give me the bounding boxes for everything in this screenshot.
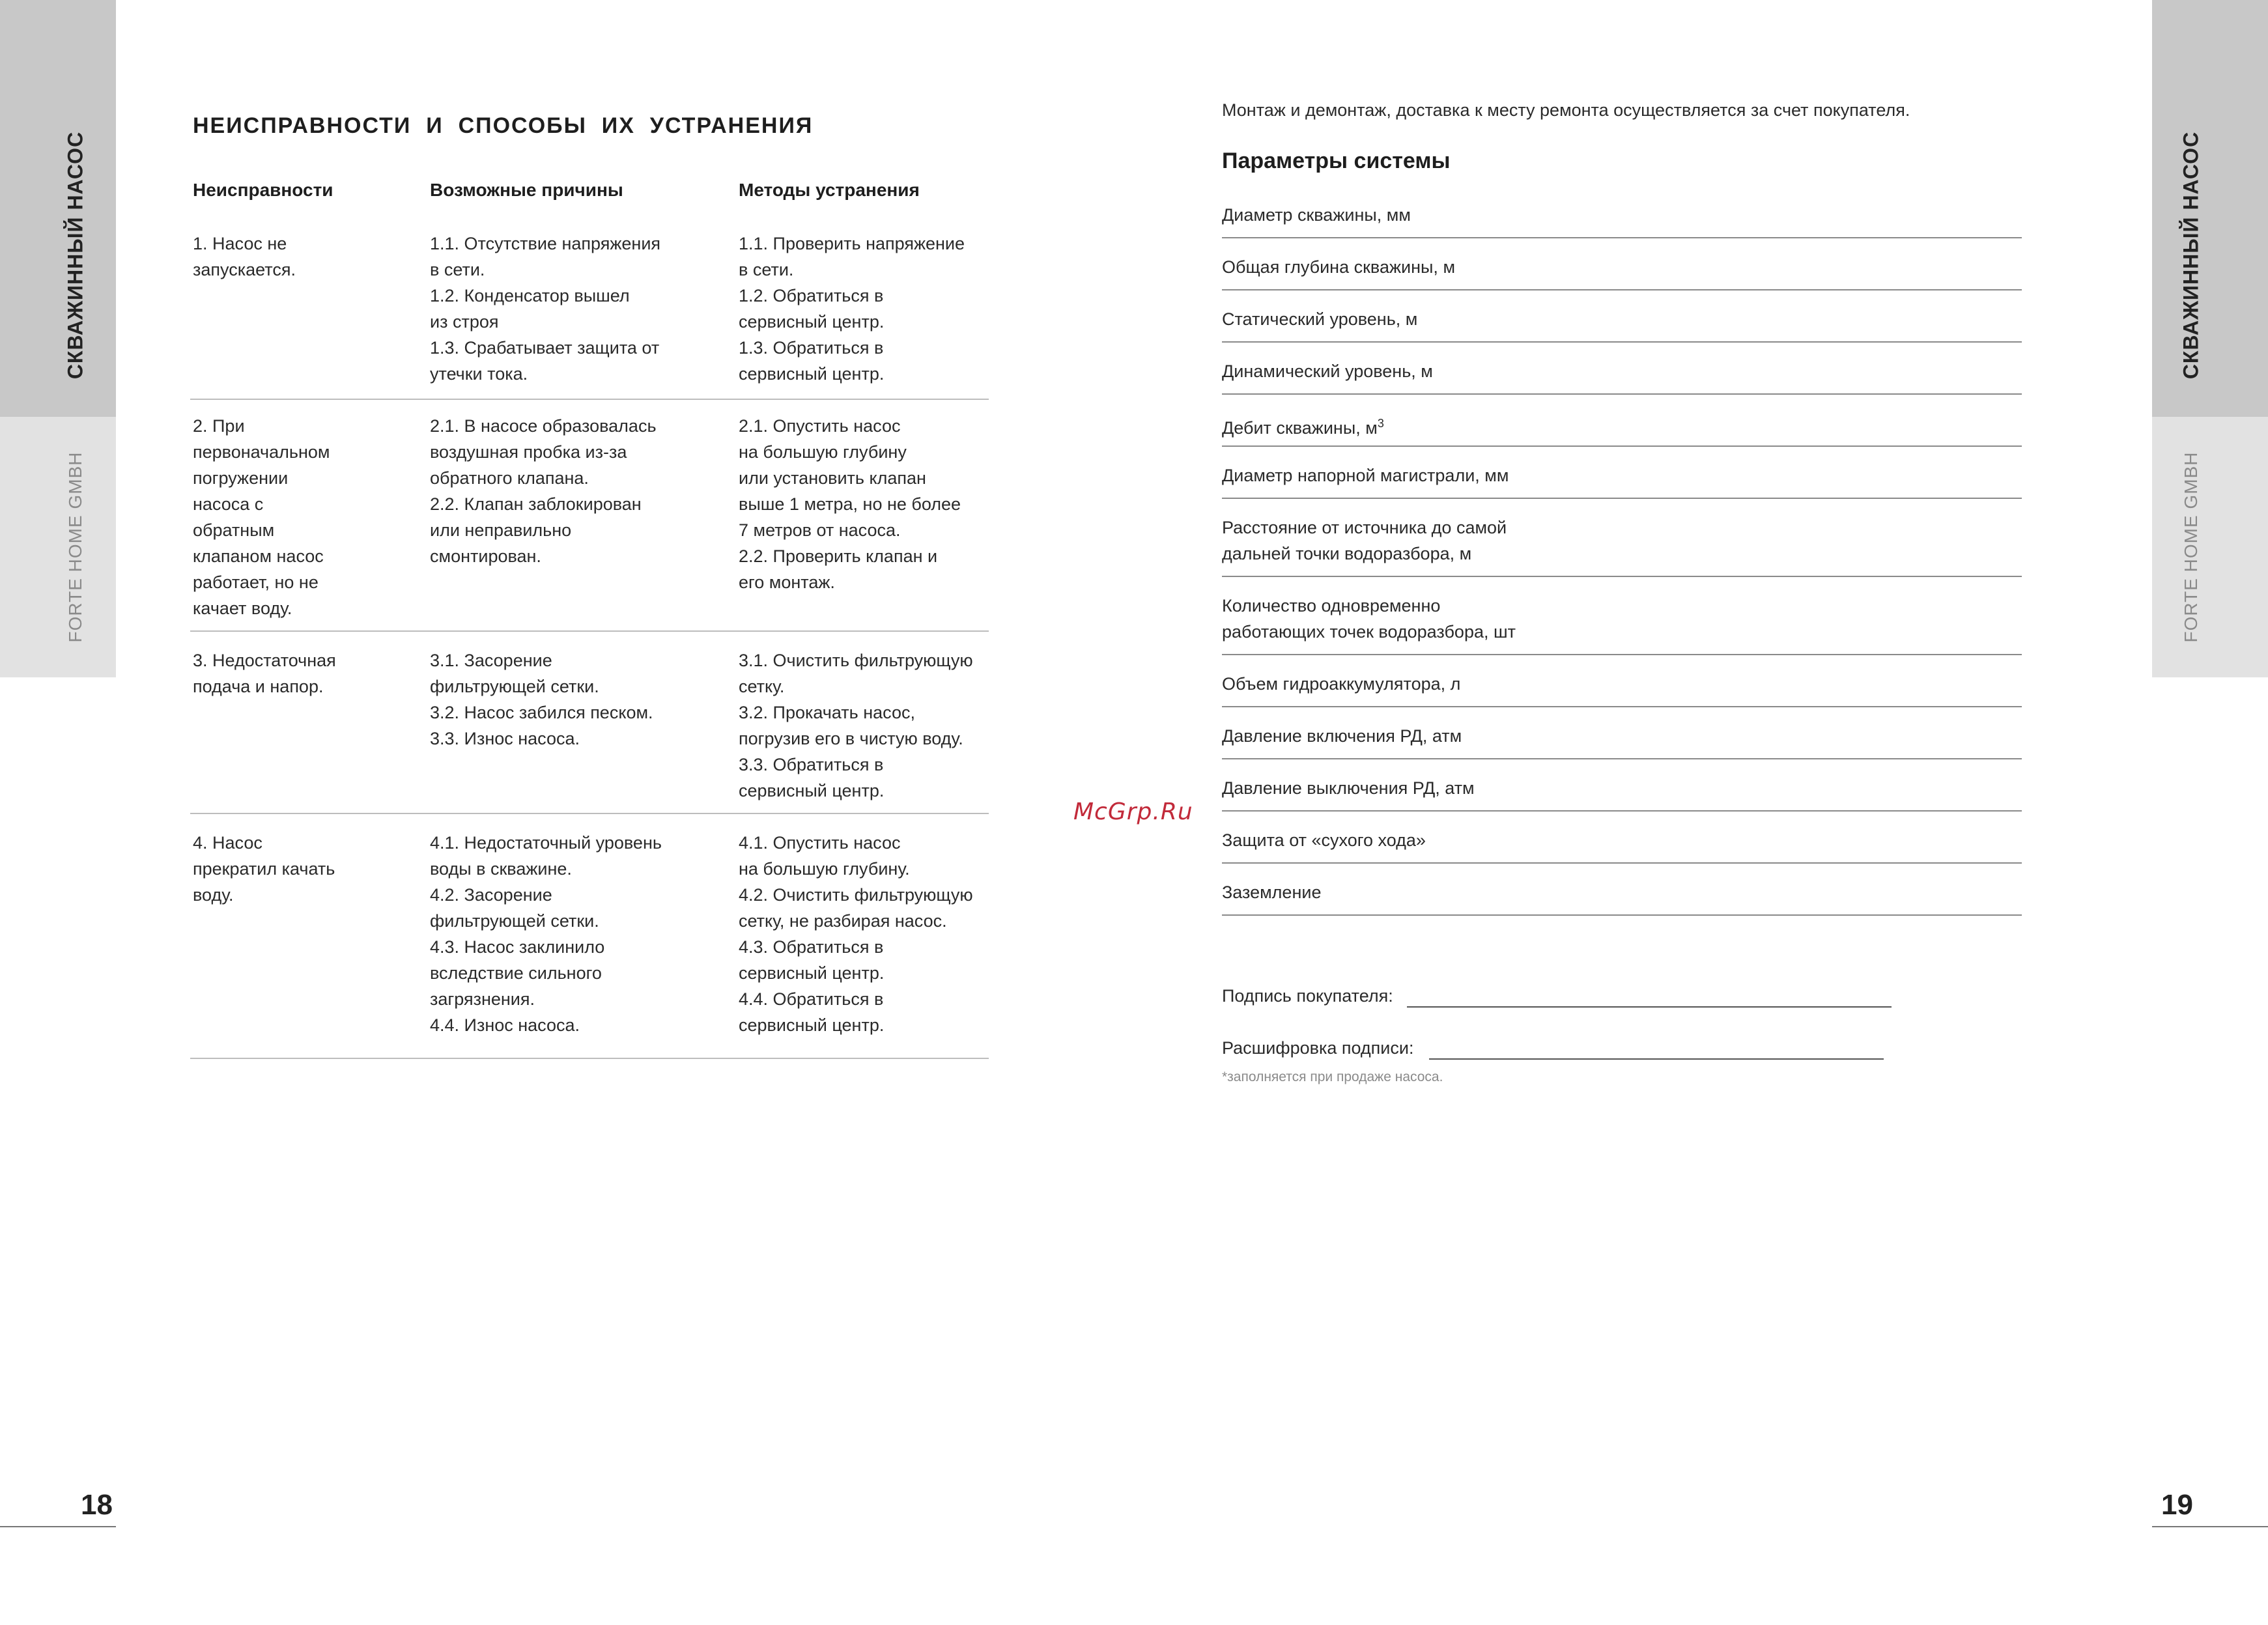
table-row-4-causes bbox=[430, 830, 662, 1038]
method-line: сервисный центр. bbox=[739, 963, 885, 983]
watermark: McGrp.Ru bbox=[1073, 798, 1193, 825]
cause-line: утечки тока. bbox=[430, 364, 528, 384]
method-line: 2.2. Проверить клапан и bbox=[739, 546, 938, 566]
param-rule bbox=[1222, 706, 2022, 707]
column-header-methods: Методы устранения bbox=[739, 180, 920, 200]
cause-line: 1.3. Срабатывает защита от bbox=[430, 338, 660, 358]
table-row-2-methods bbox=[739, 413, 961, 595]
fault-line: 2. При bbox=[193, 416, 245, 436]
method-line: погрузив его в чистую воду. bbox=[739, 729, 963, 748]
fault-line: насоса с bbox=[193, 494, 264, 514]
method-line: 7 метров от насоса. bbox=[739, 520, 901, 540]
param-points-count bbox=[1222, 593, 1516, 645]
table-row-divider bbox=[190, 630, 989, 632]
cause-line: 4.1. Недостаточный уровень bbox=[430, 833, 662, 853]
method-line: на большую глубину bbox=[739, 442, 907, 462]
cause-line: вследствие сильного bbox=[430, 963, 602, 983]
param-static-level: Статический уровень, м bbox=[1222, 309, 1418, 329]
footnote: *заполняется при продаже насоса. bbox=[1222, 1069, 1443, 1084]
cause-line: воды в скважине. bbox=[430, 859, 572, 879]
method-line: 3.2. Прокачать насос, bbox=[739, 703, 915, 722]
table-row-4-fault bbox=[193, 830, 335, 908]
param-rule bbox=[1222, 445, 2022, 447]
table-row-2-causes bbox=[430, 413, 657, 569]
cause-line: 3.1. Засорение bbox=[430, 651, 552, 670]
fault-line: подача и напор. bbox=[193, 677, 324, 696]
cause-line: 2.2. Клапан заблокирован bbox=[430, 494, 642, 514]
section-title: Параметры системы bbox=[1222, 148, 1451, 173]
method-line: 1.3. Обратиться в bbox=[739, 338, 884, 358]
intro-text: Монтаж и демонтаж, доставка к месту ремонта осуществляется за счет покупателя. bbox=[1222, 100, 1910, 120]
param-pressure-on: Давление включения РД, атм bbox=[1222, 726, 1462, 746]
fault-line: запускается. bbox=[193, 260, 296, 279]
cause-line: или неправильно bbox=[430, 520, 572, 540]
method-line: 2.1. Опустить насос bbox=[739, 416, 901, 436]
method-line: сервисный центр. bbox=[739, 781, 885, 800]
method-line: сервисный центр. bbox=[739, 312, 885, 332]
side-tab-right-light bbox=[2152, 417, 2268, 677]
fault-line: первоначальном bbox=[193, 442, 330, 462]
table-row-1-fault bbox=[193, 231, 296, 283]
table-row-3-methods bbox=[739, 647, 973, 804]
fault-line: клапаном насос bbox=[193, 546, 324, 566]
table-row-3-causes bbox=[430, 647, 653, 752]
param-rule bbox=[1222, 914, 2022, 916]
cause-line: воздушная пробка из-за bbox=[430, 442, 627, 462]
column-header-fault: Неисправности bbox=[193, 180, 333, 200]
cause-line: 4.2. Засорение bbox=[430, 885, 552, 905]
cause-line: 2.1. В насосе образовалась bbox=[430, 416, 657, 436]
fault-line: 4. Насос bbox=[193, 833, 262, 853]
param-dry-run-protection: Защита от «сухого хода» bbox=[1222, 830, 1426, 850]
param-distance-line: дальней точки водоразбора, м bbox=[1222, 544, 1472, 563]
param-well-debit-sup: 3 bbox=[1377, 417, 1384, 430]
param-distance bbox=[1222, 515, 1507, 567]
fault-line: 3. Недостаточная bbox=[193, 651, 336, 670]
param-well-depth: Общая глубина скважины, м bbox=[1222, 257, 1456, 277]
decoding-line[interactable] bbox=[1429, 1058, 1884, 1060]
cause-line: 1.2. Конденсатор вышел bbox=[430, 286, 630, 305]
fault-line: 1. Насос не bbox=[193, 234, 287, 253]
method-line: сетку, не разбирая насос. bbox=[739, 911, 947, 931]
cause-line: 3.3. Износ насоса. bbox=[430, 729, 580, 748]
param-accumulator-volume: Объем гидроаккумулятора, л bbox=[1222, 674, 1461, 694]
param-rule bbox=[1222, 576, 2022, 577]
cause-line: 4.4. Износ насоса. bbox=[430, 1015, 580, 1035]
cause-line: 3.2. Насос забился песком. bbox=[430, 703, 653, 722]
side-tab-left-brand: FORTE HOME GMBH bbox=[65, 451, 85, 643]
table-row-divider bbox=[190, 399, 989, 400]
method-line: сервисный центр. bbox=[739, 1015, 885, 1035]
signature-label: Подпись покупателя: bbox=[1222, 986, 1393, 1006]
method-line: на большую глубину. bbox=[739, 859, 910, 879]
table-row-3-fault bbox=[193, 647, 336, 699]
param-points-count-line: работающих точек водоразбора, шт bbox=[1222, 622, 1516, 642]
page-title: НЕИСПРАВНОСТИ И СПОСОБЫ ИХ УСТРАНЕНИЯ bbox=[193, 113, 814, 138]
param-points-count-line: Количество одновременно bbox=[1222, 596, 1441, 615]
method-line: его монтаж. bbox=[739, 572, 835, 592]
param-well-debit-label: Дебит скважины, м bbox=[1222, 418, 1378, 438]
param-rule bbox=[1222, 758, 2022, 759]
decoding-label: Расшифровка подписи: bbox=[1222, 1038, 1414, 1058]
param-rule bbox=[1222, 654, 2022, 655]
method-line: 3.3. Обратиться в bbox=[739, 755, 884, 774]
param-well-diameter: Диаметр скважины, мм bbox=[1222, 205, 1411, 225]
page-number-left-rule bbox=[0, 1526, 116, 1527]
side-tab-left-dark bbox=[0, 0, 116, 417]
side-tab-left-light bbox=[0, 417, 116, 677]
param-rule bbox=[1222, 237, 2022, 238]
side-tab-left-product: СКВАЖИННЫЙ НАСОС bbox=[63, 131, 87, 380]
table-row-4-methods bbox=[739, 830, 973, 1038]
cause-line: фильтрующей сетки. bbox=[430, 911, 599, 931]
table-row-divider bbox=[190, 813, 989, 814]
param-rule bbox=[1222, 862, 2022, 864]
method-line: 3.1. Очистить фильтрующую bbox=[739, 651, 973, 670]
side-tab-right-brand: FORTE HOME GMBH bbox=[2181, 451, 2201, 643]
cause-line: в сети. bbox=[430, 260, 485, 279]
table-row-2-fault bbox=[193, 413, 330, 621]
side-tab-right-product: СКВАЖИННЫЙ НАСОС bbox=[2179, 131, 2203, 380]
fault-line: качает воду. bbox=[193, 599, 292, 618]
method-line: или установить клапан bbox=[739, 468, 926, 488]
param-pipe-diameter: Диаметр напорной магистрали, мм bbox=[1222, 466, 1509, 485]
cause-line: из строя bbox=[430, 312, 499, 332]
method-line: в сети. bbox=[739, 260, 794, 279]
table-row-1-methods bbox=[739, 231, 965, 387]
method-line: 1.2. Обратиться в bbox=[739, 286, 884, 305]
cause-line: обратного клапана. bbox=[430, 468, 589, 488]
param-rule bbox=[1222, 498, 2022, 499]
page-number-left: 18 bbox=[81, 1489, 113, 1521]
method-line: сетку. bbox=[739, 677, 785, 696]
method-line: 4.2. Очистить фильтрующую bbox=[739, 885, 973, 905]
cause-line: смонтирован. bbox=[430, 546, 541, 566]
fault-line: обратным bbox=[193, 520, 275, 540]
param-rule bbox=[1222, 810, 2022, 812]
param-rule bbox=[1222, 341, 2022, 343]
param-dynamic-level: Динамический уровень, м bbox=[1222, 361, 1433, 381]
fault-line: работает, но не bbox=[193, 572, 319, 592]
method-line: 1.1. Проверить напряжение bbox=[739, 234, 965, 253]
method-line: 4.1. Опустить насос bbox=[739, 833, 901, 853]
param-rule bbox=[1222, 393, 2022, 395]
method-line: 4.3. Обратиться в bbox=[739, 937, 884, 957]
param-rule bbox=[1222, 289, 2022, 290]
cause-line: загрязнения. bbox=[430, 989, 535, 1009]
table-row-1-causes bbox=[430, 231, 660, 387]
cause-line: фильтрующей сетки. bbox=[430, 677, 599, 696]
param-grounding: Заземление bbox=[1222, 883, 1322, 902]
cause-line: 4.3. Насос заклинило bbox=[430, 937, 605, 957]
side-tab-right-dark bbox=[2152, 0, 2268, 417]
fault-line: погружении bbox=[193, 468, 289, 488]
page-number-right-rule bbox=[2152, 1526, 2268, 1527]
column-header-causes: Возможные причины bbox=[430, 180, 623, 200]
method-line: 4.4. Обратиться в bbox=[739, 989, 884, 1009]
page-number-right: 19 bbox=[2161, 1489, 2193, 1521]
fault-line: воду. bbox=[193, 885, 234, 905]
signature-line[interactable] bbox=[1407, 1006, 1892, 1008]
param-well-debit bbox=[1222, 410, 1384, 441]
method-line: сервисный центр. bbox=[739, 364, 885, 384]
param-pressure-off: Давление выключения РД, атм bbox=[1222, 778, 1475, 798]
fault-line: прекратил качать bbox=[193, 859, 335, 879]
method-line: выше 1 метра, но не более bbox=[739, 494, 961, 514]
param-distance-line: Расстояние от источника до самой bbox=[1222, 518, 1507, 537]
cause-line: 1.1. Отсутствие напряжения bbox=[430, 234, 661, 253]
table-bottom-rule bbox=[190, 1058, 989, 1059]
